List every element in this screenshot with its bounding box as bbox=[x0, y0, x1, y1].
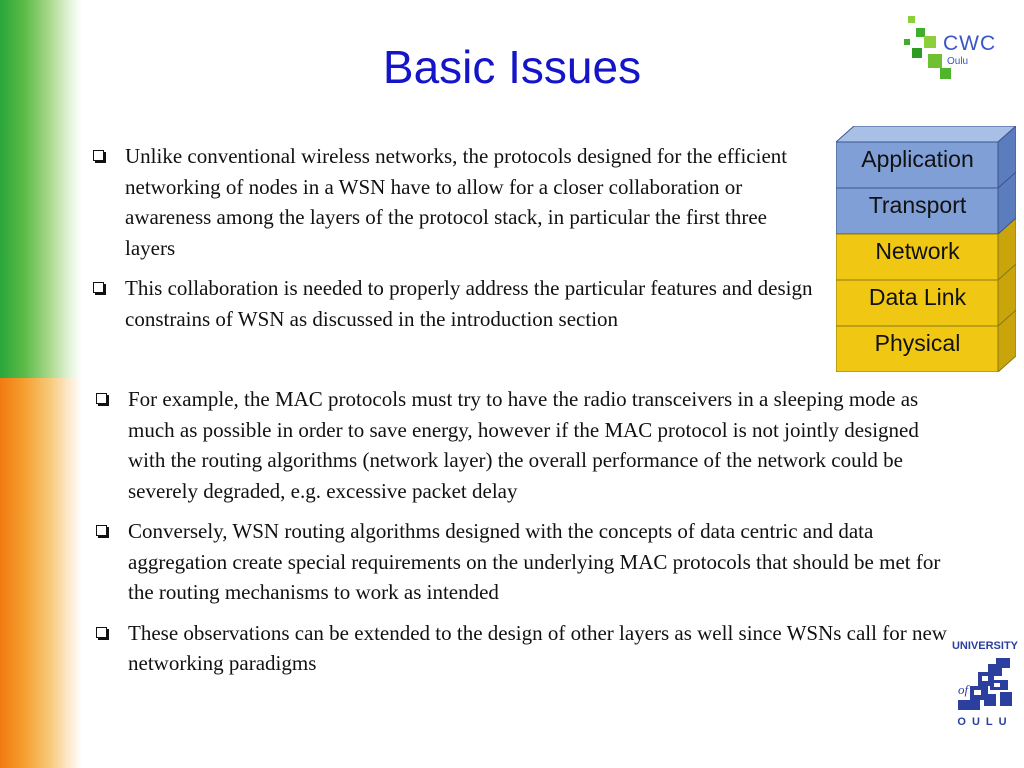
bullet-list-bottom bbox=[88, 384, 948, 679]
decorative-sidebar bbox=[0, 0, 82, 768]
list-item bbox=[88, 384, 948, 506]
bullet-text: For example, the MAC protocols must try to have the radio transceivers in a sleeping mode as much as possible in order to save energy, however if the MAC protocol is not jointly designed with the routing algorithms (network layer) the overall performance of the network could be severely degraded, e.g. excessive packet delay bbox=[128, 387, 919, 503]
logo-square bbox=[908, 16, 915, 23]
layer-label: Physical bbox=[874, 330, 961, 356]
logo-square bbox=[940, 68, 951, 79]
layer-label: Application bbox=[861, 146, 974, 172]
layer-label: Data Link bbox=[868, 284, 967, 310]
sidebar-orange-band bbox=[0, 378, 82, 768]
checkbox-bullet-icon bbox=[96, 393, 107, 404]
slide-title: Basic Issues bbox=[382, 41, 642, 93]
logo-square bbox=[904, 39, 910, 45]
logo-square bbox=[924, 36, 936, 48]
checkbox-bullet-icon bbox=[93, 150, 104, 161]
list-item bbox=[85, 141, 815, 263]
cwc-sub-text: Oulu bbox=[947, 56, 969, 67]
bullet-list-top bbox=[85, 141, 815, 334]
university-logo-top-text: UNIVERSITY bbox=[951, 640, 1018, 652]
list-item bbox=[88, 618, 948, 679]
list-item bbox=[88, 516, 948, 608]
checkbox-bullet-icon bbox=[96, 627, 107, 638]
university-logo-of-text: of bbox=[958, 682, 969, 697]
bullet-text: This collaboration is needed to properly address the particular features and design constrains of WSN as discussed in the introduction section bbox=[125, 276, 813, 331]
checkbox-bullet-icon bbox=[96, 525, 107, 536]
layer-application bbox=[836, 126, 1016, 176]
logo-square bbox=[928, 54, 942, 68]
bullet-text: These observations can be extended to the design of other layers as well since WSNs call for new networking paradigms bbox=[128, 620, 947, 675]
cwc-brand-text: CWC bbox=[943, 32, 997, 55]
list-item bbox=[85, 273, 815, 334]
logo-square bbox=[912, 48, 922, 58]
university-logo-bottom-text: OULU bbox=[957, 716, 1013, 728]
checkbox-bullet-icon bbox=[93, 282, 104, 293]
layer-label: Network bbox=[875, 238, 960, 264]
cwc-logo bbox=[900, 12, 1020, 87]
university-of-oulu-logo bbox=[950, 640, 1020, 732]
bullet-text: Unlike conventional wireless networks, the protocols designed for the efficient networking of nodes in a WSN have to allow for a closer collaboration or awareness among the layers of the protocol stack, in particular the first three layers bbox=[125, 144, 788, 260]
layer-label: Transport bbox=[868, 192, 967, 218]
bullet-text: Conversely, WSN routing algorithms designed with the concepts of data centric and data aggregation create special requirements on the underlying MAC protocols that should be met for the routing mechanisms to work as intended bbox=[128, 519, 941, 604]
protocol-stack-diagram bbox=[836, 128, 1016, 373]
